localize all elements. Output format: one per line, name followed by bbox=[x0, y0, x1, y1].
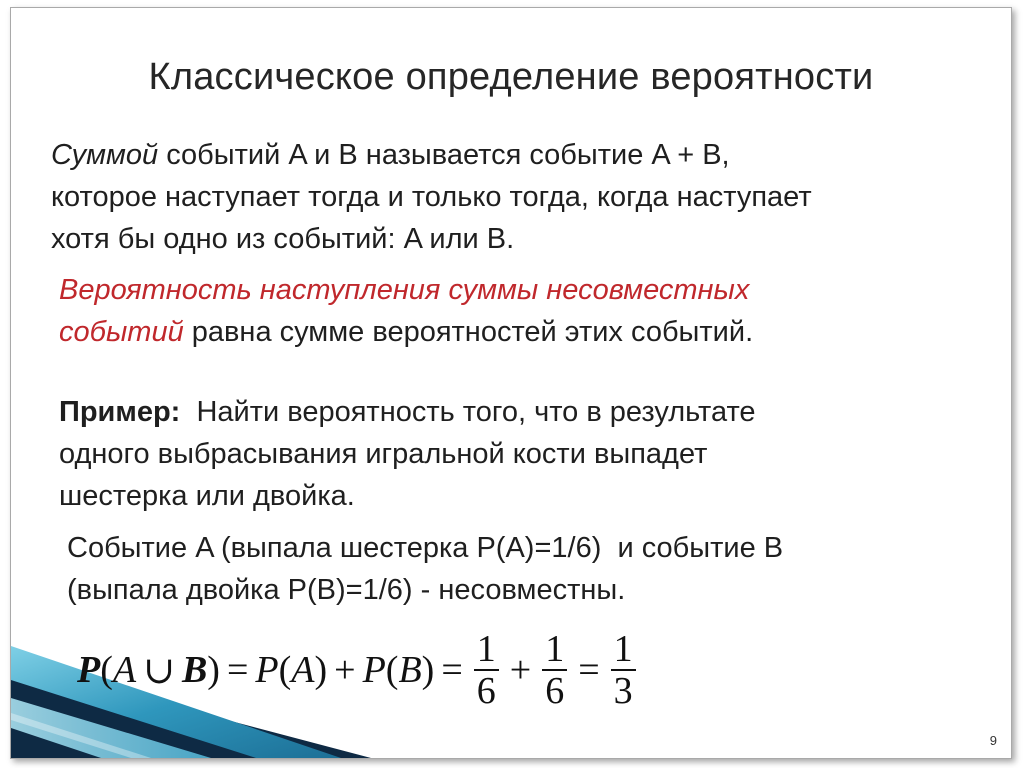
formula-a: A bbox=[291, 649, 315, 691]
slide-title: Классическое определение вероятности bbox=[148, 56, 874, 98]
example-line-3: шестерка или двойка. bbox=[59, 480, 355, 512]
formula-equals: = bbox=[441, 649, 463, 691]
example-line-1: Найти вероятность того, что в результате bbox=[180, 396, 756, 428]
term-sum: Суммой bbox=[51, 139, 159, 171]
formula-paren: ( bbox=[278, 649, 292, 691]
example-label: Пример: bbox=[59, 396, 181, 428]
formula-paren: ( bbox=[385, 649, 399, 691]
events-line-1: Событие A (выпала шестерка P(A)=1/6) и событие B bbox=[67, 532, 784, 564]
page-number: 9 bbox=[989, 733, 997, 748]
formula-b: B bbox=[398, 649, 422, 691]
events-block bbox=[67, 527, 967, 611]
formula-paren: ( bbox=[100, 649, 113, 691]
theorem-line-2: равна сумме вероятностей этих событий. bbox=[183, 316, 754, 348]
probability-formula bbox=[77, 620, 640, 720]
formula-paren: ) bbox=[421, 649, 435, 691]
fraction-one-sixth bbox=[474, 629, 499, 711]
fraction-denominator: 6 bbox=[542, 669, 567, 711]
formula-paren: ) bbox=[207, 649, 220, 691]
formula-b: B bbox=[181, 649, 208, 691]
formula-p: P bbox=[255, 649, 279, 691]
fraction-one-third bbox=[611, 629, 636, 711]
definition-line-2: которое наступает тогда и только тогда, когда наступает bbox=[51, 181, 812, 213]
formula-plus: + bbox=[509, 649, 532, 691]
definition-line-3: хотя бы одно из событий: A или B. bbox=[51, 223, 515, 255]
sum-theorem bbox=[59, 269, 959, 353]
sum-definition bbox=[51, 134, 951, 260]
theorem-highlight-line-2: событий bbox=[59, 316, 184, 348]
formula-equals: = bbox=[578, 649, 600, 691]
example-line-2: одного выбрасывания игральной кости выпадет bbox=[59, 438, 708, 470]
events-line-2: (выпала двойка P(B)=1/6) - несовместны. bbox=[67, 574, 626, 606]
fraction-denominator: 6 bbox=[474, 669, 499, 711]
fraction-numerator: 1 bbox=[613, 628, 633, 670]
fraction-one-sixth bbox=[542, 629, 567, 711]
formula-p: P bbox=[77, 649, 101, 691]
fraction-denominator: 3 bbox=[611, 669, 636, 711]
formula-a: A bbox=[112, 649, 137, 691]
formula-paren: ) bbox=[314, 649, 328, 691]
slide-frame bbox=[10, 7, 1012, 759]
formula-union: ∪ bbox=[143, 649, 175, 692]
example-block bbox=[59, 391, 959, 517]
formula-equals: = bbox=[226, 649, 249, 691]
fraction-numerator: 1 bbox=[545, 628, 565, 670]
formula-p: P bbox=[362, 649, 386, 691]
definition-line-1: событий A и B называется событие A + B, bbox=[158, 139, 730, 171]
theorem-highlight-line-1: Вероятность наступления суммы несовместных bbox=[59, 274, 750, 306]
fraction-numerator: 1 bbox=[476, 628, 496, 670]
formula-plus: + bbox=[334, 649, 356, 691]
